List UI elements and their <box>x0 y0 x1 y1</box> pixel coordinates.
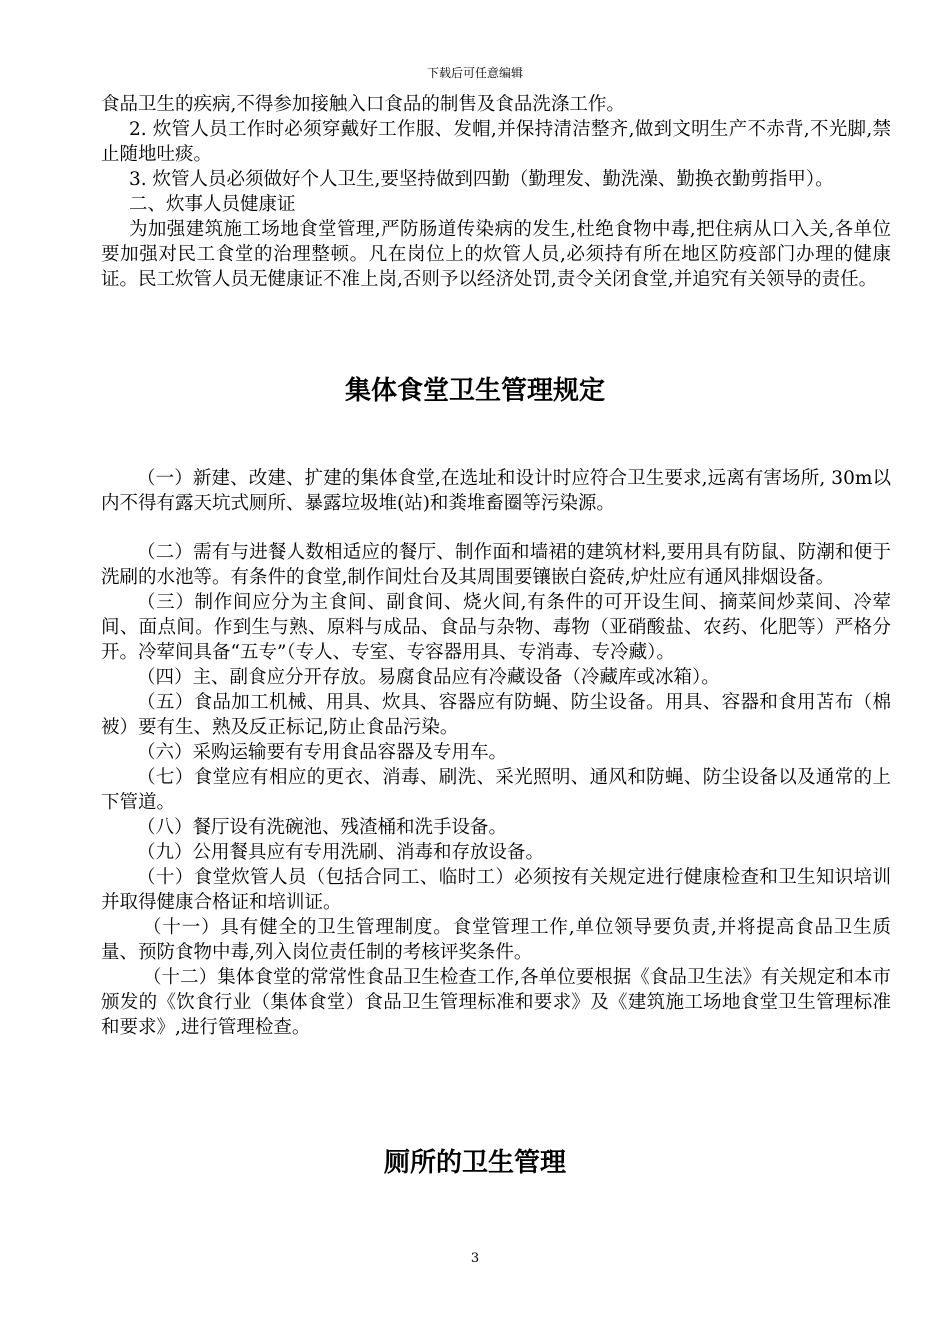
paragraph: 2. 炊管人员工作时必须穿戴好工作服、发帽,并保持清洁整齐,做到文明生产不赤背,不光脚,禁止随地吐痰。 <box>101 119 891 165</box>
paragraph: 3. 炊管人员必须做好个人卫生,要坚持做到四勤（勤理发、勤洗澡、勤换衣勤剪指甲）。 <box>129 169 834 190</box>
paragraph: （三）制作间应分为主食间、副食间、烧火间,有条件的可开设生间、摘菜间炒菜间、冷荤间、面点间。作到生与熟、原料与成品、食品与杂物、毒物（亚硝酸盐、农药、化肥等）严格分开。冷荤间具备“五专”（专人、专室、专容器用具、专消毒、专冷藏）。 <box>101 592 891 663</box>
page-number: 3 <box>470 1251 480 1266</box>
paragraph: （六）采购运输要有专用食品容器及专用车。 <box>137 742 508 763</box>
paragraph: （五）食品加工机械、用具、炊具、容器应有防蝇、防尘设备。用具、容器和食用苫布（棉被）要有生、熟及反正标记,防止食品污染。 <box>101 692 891 738</box>
section-heading-canteen: 集体食堂卫生管理规定 <box>344 376 605 406</box>
paragraph: （四）主、副食应分开存放。易腐食品应有冷藏设备（冷藏库或冰箱）。 <box>137 667 720 688</box>
paragraph: 食品卫生的疾病,不得参加接触入口食品的制售及食品洗涤工作。 <box>101 94 625 115</box>
paragraph: （一）新建、改建、扩建的集体食堂,在选址和设计时应符合卫生要求,远离有害场所, 30m以内不得有露天坑式厕所、暴露垃圾堆(站)和粪堆畜圈等污染源。 <box>101 468 891 514</box>
paragraph: （十一）具有健全的卫生管理制度。食堂管理工作,单位领导要负责,并将提高食品卫生质量、预防食物中毒,列入岗位责任制的考核评奖条件。 <box>101 917 891 963</box>
paragraph: 二、炊事人员健康证 <box>129 194 296 215</box>
paragraph: （八）餐厅设有洗碗池、残渣桶和洗手设备。 <box>137 817 508 838</box>
paragraph: （十）食堂炊管人员（包括合同工、临时工）必须按有关规定进行健康检查和卫生知识培训并取得健康合格证和培训证。 <box>101 867 891 913</box>
paragraph: （十二）集体食堂的常常性食品卫生检查工作,各单位要根据《食品卫生法》有关规定和本市颁发的《饮食行业（集体食堂）食品卫生管理标准和要求》及《建筑施工场地食堂卫生管理标准和要求》,进行管理检查。 <box>101 967 891 1038</box>
page-header-note: 下载后可任意编辑 <box>426 66 523 80</box>
text-block-canteen-rules <box>101 466 891 1040</box>
paragraph-spacer <box>101 516 891 540</box>
paragraph: （二）需有与进餐人数相适应的餐厅、制作面和墙裙的建筑材料,要用具有防鼠、防潮和便于洗刷的水池等。有条件的食堂,制作间灶台及其周围要镶嵌白瓷砖,炉灶应有通风排烟设备。 <box>101 542 891 588</box>
paragraph: （七）食堂应有相应的更衣、消毒、刷洗、采光照明、通风和防蝇、防尘设备以及通常的上下管道。 <box>101 767 891 813</box>
paragraph: （九）公用餐具应有专用洗刷、消毒和存放设备。 <box>137 842 545 863</box>
text-block-top <box>101 92 891 292</box>
paragraph: 为加强建筑施工场地食堂管理,严防肠道传染病的发生,杜绝食物中毒,把住病从口入关,各单位要加强对民工食堂的治理整顿。凡在岗位上的炊管人员,必须持有所在地区防疫部门办理的健康证。民工炊管人员无健康证不准上岗,否则予以经济处罚,责令关闭食堂,并追究有关领导的责任。 <box>101 219 891 290</box>
section-heading-toilet: 厕所的卫生管理 <box>383 1148 566 1178</box>
